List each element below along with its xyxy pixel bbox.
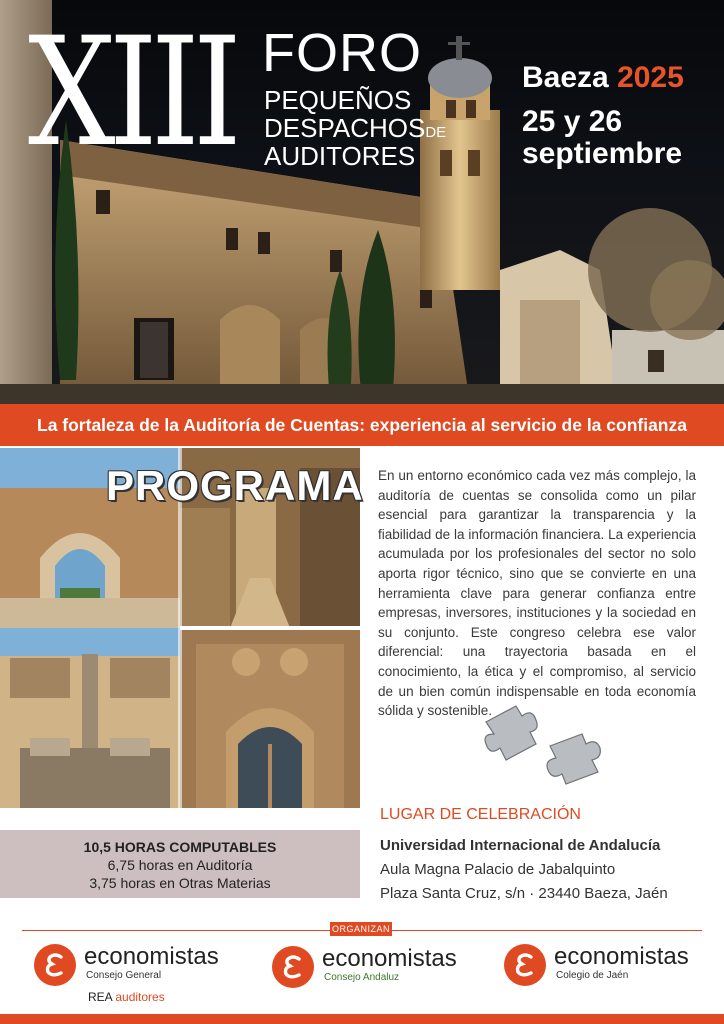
venue-address: Plaza Santa Cruz, s/n · 23440 Baeza, Jaén (380, 885, 668, 902)
footer-accent-bar (0, 1014, 724, 1024)
venue-name: Universidad Internacional de Andalucía (380, 837, 661, 854)
rea-suffix: auditores (115, 990, 165, 1004)
title-de: DE (425, 124, 447, 141)
hero-photo (0, 0, 724, 404)
hours-audit: 6,75 horas en Auditoría (107, 857, 253, 873)
logo-sub: Colegio de Jaén (556, 970, 629, 981)
title-despachos-word: DESPACHOS (264, 113, 426, 143)
event-date-month: septiembre (522, 137, 683, 170)
logo-colegio-jaen (504, 944, 704, 988)
event-description: En un entorno económico cada vez más complejo, la auditoría de cuentas se consolida como un pilar esencial para garantizar la transparencia y la fiabilidad de la información financiera. La experiencia acumulada por los profesionales del sector no solo aporta rigor técnico, sino que se convierte en una herramienta clave para generar confianza entre empresas, inversores, instituciones y la sociedad en su conjunto. Este congreso celebra ese valor diferencial: una trayectoria basada en el conocimiento, la ética y el compromiso, al servicio de un bien común indispensable en toda economía sólida y sostenible. (378, 468, 696, 719)
event-date-days: 25 y 26 (522, 105, 623, 138)
economistas-e-icon (504, 944, 546, 986)
logo-name: economistas (84, 943, 219, 970)
logo-sub: Consejo General (86, 970, 162, 981)
venue-section (380, 804, 710, 906)
puzzle-pieces-icon (478, 698, 618, 790)
hours-other: 3,75 horas en Otras Materias (89, 875, 271, 891)
hours-heading: 10,5 HORAS COMPUTABLES (83, 839, 277, 855)
venue-room: Aula Magna Palacio de Jabalquinto (380, 861, 616, 878)
economistas-e-icon (272, 946, 314, 988)
economistas-e-icon (34, 944, 76, 986)
tagline-banner: La fortaleza de la Auditoría de Cuentas: experiencia al servicio de la confianza (0, 404, 724, 446)
organizers-label: ORGANIZAN (331, 924, 390, 934)
event-city-year (522, 62, 684, 94)
title-pequenos: PEQUEÑOS (264, 85, 412, 115)
rea-auditores (88, 990, 165, 1004)
logo-name: economistas (554, 943, 689, 970)
program-title: PROGRAMA (106, 462, 364, 509)
edition-numeral: XIII (28, 6, 236, 180)
logo-consejo-general (34, 944, 234, 988)
event-year: 2025 (617, 61, 684, 94)
hours-box (0, 830, 360, 898)
logo-name: economistas (322, 945, 457, 972)
logo-sub: Consejo Andaluz (324, 972, 400, 983)
rea-prefix: REA (88, 990, 113, 1004)
venue-heading: LUGAR DE CELEBRACIÓN (380, 806, 581, 823)
event-city: Baeza (522, 61, 609, 94)
logo-consejo-andaluz (272, 946, 472, 990)
title-auditores: AUDITORES (264, 141, 416, 171)
title-foro: FORO (262, 23, 422, 83)
